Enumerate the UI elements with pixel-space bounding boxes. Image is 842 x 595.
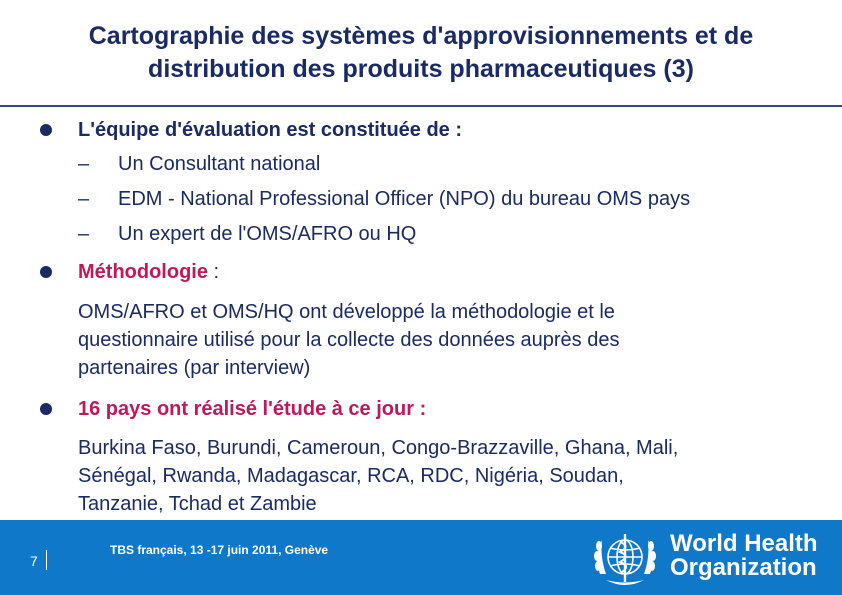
- team-item-2: EDM - National Professional Officer (NPO) du bureau OMS pays: [118, 188, 691, 210]
- countries-line-1: Burkina Faso, Burundi, Cameroun, Congo-Brazzaville, Ghana, Mali,: [78, 437, 679, 459]
- footer-bar: [0, 520, 842, 595]
- footer-event-text: TBS français, 13 -17 juin 2011, Genève: [110, 543, 329, 557]
- method-heading-line: [78, 259, 219, 285]
- countries-heading: 16 pays ont réalisé l'étude à ce jour :: [78, 398, 427, 420]
- countries-line-3: Tanzanie, Tchad et Zambie: [78, 493, 317, 515]
- method-line-2: questionnaire utilisé pour la collecte des données auprès des: [78, 329, 620, 351]
- dash-icon: –: [78, 223, 90, 245]
- bullet-icon: [40, 266, 52, 278]
- page-number: 7: [30, 553, 38, 569]
- who-emblem-icon: [590, 524, 660, 592]
- who-name-line-1: World Health: [670, 530, 818, 557]
- method-heading-suffix: :: [207, 261, 220, 283]
- page-number-separator: [46, 550, 47, 570]
- team-item-3: Un expert de l'OMS/AFRO ou HQ: [118, 223, 417, 245]
- slide-title-line-2: distribution des produits pharmaceutiques (3): [148, 55, 694, 83]
- team-item-1: Un Consultant national: [118, 153, 321, 175]
- method-heading: Méthodologie: [78, 261, 208, 283]
- method-line-3: partenaires (par interview): [78, 357, 311, 379]
- slide-title-line-1: Cartographie des systèmes d'approvisionnements et de: [88, 22, 754, 50]
- dash-icon: –: [78, 188, 90, 210]
- countries-line-2: Sénégal, Rwanda, Madagascar, RCA, RDC, Nigéria, Soudan,: [78, 465, 624, 487]
- dash-icon: –: [78, 153, 90, 175]
- method-line-1: OMS/AFRO et OMS/HQ ont développé la méthodologie et le: [78, 301, 615, 323]
- who-name-line-2: Organization: [670, 554, 817, 581]
- bullet-icon: [40, 124, 52, 136]
- who-name: [670, 532, 818, 580]
- team-heading: L'équipe d'évaluation est constituée de :: [78, 119, 463, 141]
- bullet-icon: [40, 403, 52, 415]
